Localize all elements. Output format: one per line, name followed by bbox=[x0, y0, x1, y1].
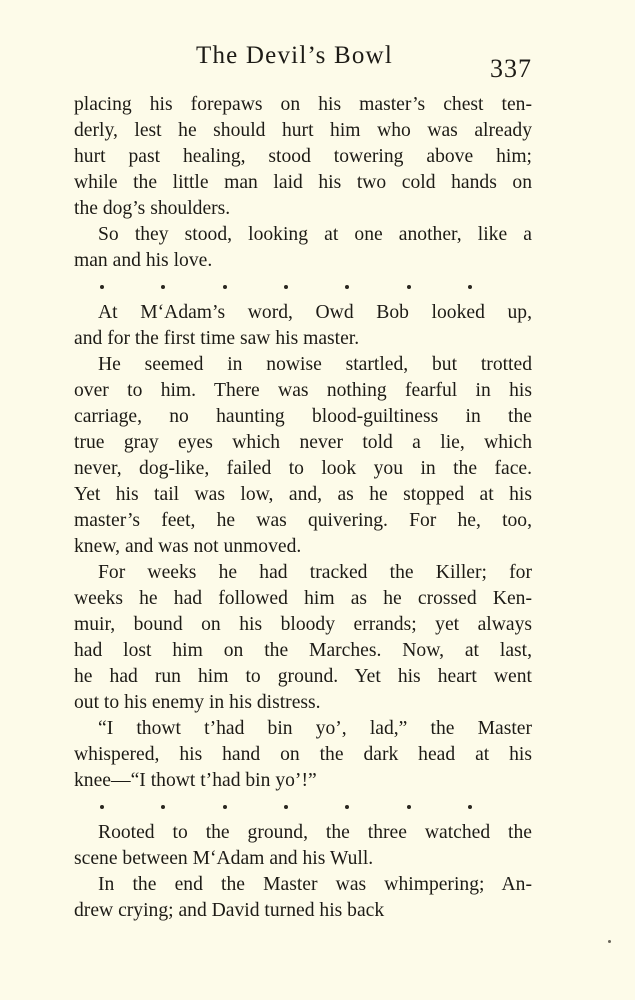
paragraph bbox=[74, 352, 532, 560]
text-line: he had run him to ground. Yet his heart went bbox=[74, 666, 532, 687]
text-line: drew crying; and David turned his back bbox=[74, 900, 385, 921]
text-line: knew, and was not unmoved. bbox=[74, 536, 302, 557]
text-line: For weeks he had tracked the Killer; for bbox=[98, 562, 532, 583]
break-dot bbox=[407, 805, 411, 809]
text-line: never, dog-like, failed to look you in the face. bbox=[74, 458, 532, 479]
text-line: master’s feet, he was quivering. For he, too, bbox=[74, 510, 532, 531]
paper-speck bbox=[608, 940, 611, 943]
break-dot bbox=[284, 805, 288, 809]
section-break-dots bbox=[74, 794, 532, 820]
text-line: and for the first time saw his master. bbox=[74, 328, 360, 349]
break-dot bbox=[223, 805, 227, 809]
paragraph bbox=[74, 716, 532, 794]
text-line: the dog’s shoulders. bbox=[74, 198, 231, 219]
paragraph bbox=[74, 820, 532, 872]
running-head bbox=[0, 42, 635, 82]
break-dot bbox=[407, 285, 411, 289]
break-dot bbox=[161, 805, 165, 809]
paragraph bbox=[74, 872, 532, 924]
break-dot bbox=[284, 285, 288, 289]
break-dot bbox=[223, 285, 227, 289]
text-line: placing his forepaws on his master’s chest ten- bbox=[74, 94, 532, 115]
text-line: weeks he had followed him as he crossed Ken- bbox=[74, 588, 532, 609]
break-dot bbox=[468, 285, 472, 289]
break-dot bbox=[468, 805, 472, 809]
section-break-dots bbox=[74, 274, 532, 300]
paragraph bbox=[74, 300, 532, 352]
body-text bbox=[74, 92, 532, 924]
text-line: scene between M‘Adam and his Wull. bbox=[74, 848, 374, 869]
text-line: had lost him on the Marches. Now, at last, bbox=[74, 640, 532, 661]
text-line: So they stood, looking at one another, like a bbox=[98, 224, 532, 245]
text-line: He seemed in nowise startled, but trotted bbox=[98, 354, 532, 375]
text-line: man and his love. bbox=[74, 250, 213, 271]
text-line: hurt past healing, stood towering above him; bbox=[74, 146, 532, 167]
break-dot bbox=[100, 285, 104, 289]
text-line: carriage, no haunting blood-guiltiness in the bbox=[74, 406, 532, 427]
text-line: At M‘Adam’s word, Owd Bob looked up, bbox=[98, 302, 532, 323]
break-dot bbox=[161, 285, 165, 289]
text-line: muir, bound on his bloody errands; yet always bbox=[74, 614, 532, 635]
break-dot bbox=[345, 805, 349, 809]
text-line: true gray eyes which never told a lie, which bbox=[74, 432, 532, 453]
text-line: out to his enemy in his distress. bbox=[74, 692, 321, 713]
text-line: whispered, his hand on the dark head at his bbox=[74, 744, 532, 765]
text-line: “I thowt t’had bin yo’, lad,” the Master bbox=[98, 718, 532, 739]
text-line: derly, lest he should hurt him who was already bbox=[74, 120, 532, 141]
text-line: knee—“I thowt t’had bin yo’!” bbox=[74, 770, 317, 791]
paragraph bbox=[74, 222, 532, 274]
text-line: over to him. There was nothing fearful in his bbox=[74, 380, 532, 401]
paragraph bbox=[74, 92, 532, 222]
text-line: In the end the Master was whimpering; An- bbox=[98, 874, 532, 895]
text-line: Rooted to the ground, the three watched the bbox=[98, 822, 532, 843]
paragraph bbox=[74, 560, 532, 716]
text-line: Yet his tail was low, and, as he stopped at his bbox=[74, 484, 532, 505]
break-dot bbox=[100, 805, 104, 809]
text-line: while the little man laid his two cold hands on bbox=[74, 172, 532, 193]
break-dot bbox=[345, 285, 349, 289]
running-head-title: The Devil’s Bowl bbox=[196, 42, 393, 69]
page-number: 337 bbox=[490, 54, 532, 83]
